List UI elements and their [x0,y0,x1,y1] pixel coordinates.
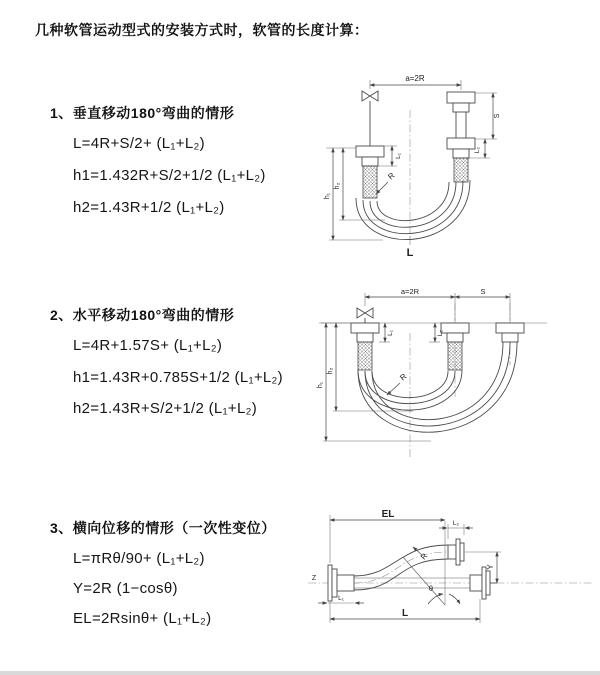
section1-formula-h1: h1=1.432R+S/2+1/2 (L₁+L₂) [73,167,266,184]
section3-formula-L: L=πRθ/90+ (L₁+L₂) [73,550,205,567]
dim-label-l2: L₂ [452,520,460,527]
braid-section [454,158,468,182]
dim-label-s: S [494,113,501,119]
dim-l2 [439,520,473,539]
dim-el [330,509,445,563]
section2-heading: 2、水平移动180°弯曲的情形 [50,307,235,323]
dim-label-h2: h₂ [334,182,341,190]
right-fitting [447,92,475,182]
diagram-vertical-180-bend [313,68,585,260]
page-edge-shadow [0,671,600,675]
dim-a2r [365,287,510,321]
upper-flange [448,539,464,565]
middle-fitting [441,323,469,370]
dim-label-h2: h₂ [327,367,334,375]
dim-h1-h2 [317,323,431,441]
dim-label-r: R [418,551,430,562]
dim-label-h1: h₁ [317,381,324,389]
angle-construction [403,521,460,605]
dim-l1 [318,595,364,603]
dim-l [330,599,480,623]
shifted-fitting [496,323,524,342]
dim-label-s: S [480,287,486,296]
dim-label-a2r: a=2R [400,287,420,296]
right-flange [470,567,497,599]
dim-label-l1: L₁ [395,153,402,159]
dim-label-l2: L₂ [437,329,444,337]
valve-icon [357,308,373,323]
section1-formula-L: L=4R+S/2+ (L₁+L₂) [73,135,205,152]
dim-label-y: Y [486,564,495,570]
section1-heading: 1、垂直移动180°弯曲的情形 [50,105,235,121]
dim-label-l2: L₂ [474,146,481,154]
diagram-lateral-displacement [300,505,600,645]
valve-icon [362,91,378,146]
section2-formula-h2: h2=1.43R+S/2+1/2 (L₁+L₂) [73,400,258,417]
left-fitting [351,323,379,370]
section3-heading: 3、横向位移的情形（一次性变位） [50,520,276,536]
dim-label-l: L [406,247,414,259]
dim-label-el: EL [381,509,395,520]
dim-a2r [370,74,461,90]
dim-label-a2r: a=2R [405,74,425,83]
hose-u-curves-shifted [358,342,517,432]
braid-section [363,166,377,198]
dim-label-h1: h₁ [324,192,331,200]
radius-callout [376,171,397,194]
section3-formula-EL: EL=2Rsinθ+ (L₁+L₂) [73,610,212,627]
section3-formula-Y: Y=2R (1−cosθ) [73,580,178,597]
dim-label-r: R [398,371,409,383]
radius-callout [387,372,409,395]
dim-l1 [379,323,394,342]
dim-label-l1: L₁ [387,330,394,336]
dim-label-theta: θ [428,584,433,593]
dim-label-l: L [401,608,409,619]
break-mark-z: Z [311,575,317,582]
hose-u-curves-original [358,370,462,410]
page-title: 几种软管运动型式的安装方式时，软管的长度计算： [35,22,369,38]
diagram-horizontal-180-bend [313,285,553,465]
dim-label-l1: L₁ [338,595,344,602]
section2-formula-h1: h1=1.43R+0.785S+1/2 (L₁+L₂) [73,369,283,386]
section2-formula-L: L=4R+1.57S+ (L₁+L₂) [73,337,223,354]
section1-formula-h2: h2=1.43R+1/2 (L₁+L₂) [73,199,225,216]
dim-label-r: R [386,170,397,182]
